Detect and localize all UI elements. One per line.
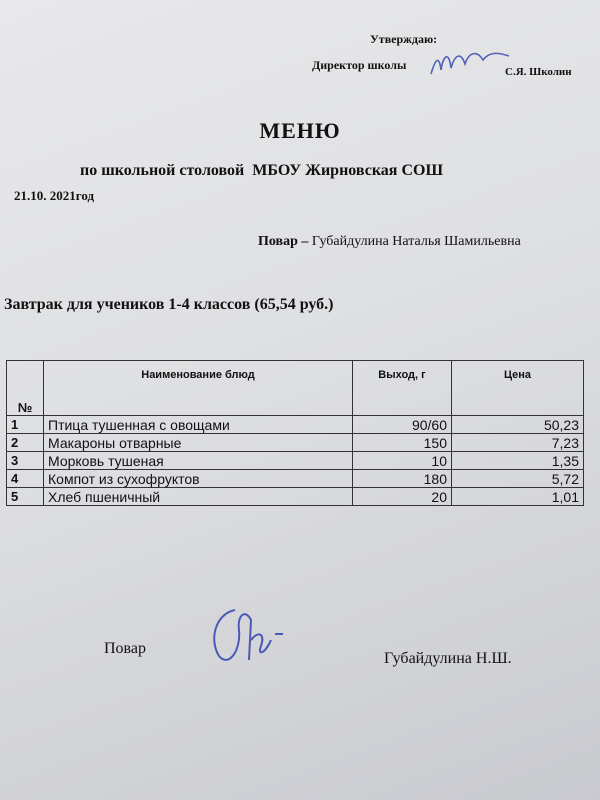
row-dish: Птица тушенная с овощами [44, 416, 353, 434]
row-num: 4 [7, 470, 44, 488]
row-dish: Хлеб пшеничный [44, 488, 353, 506]
menu-table [6, 360, 584, 506]
row-output: 180 [353, 470, 452, 488]
row-num: 1 [7, 416, 44, 434]
table-row [7, 416, 584, 434]
row-price: 5,72 [452, 470, 584, 488]
cook-fullname: Губайдулина Наталья Шамильевна [311, 234, 521, 249]
row-price: 50,23 [452, 416, 584, 434]
director-name: С.Я. Школин [505, 66, 572, 78]
footer-name: Губайдулина Н.Ш. [384, 650, 512, 667]
row-output: 150 [353, 434, 452, 452]
row-dish: Макароны отварные [44, 434, 353, 452]
header-price: Цена [452, 361, 584, 416]
header-output: Выход, г [353, 361, 452, 416]
table-row [7, 434, 584, 452]
cook-label: Повар – [258, 234, 309, 249]
footer-role: Повар [104, 640, 146, 657]
row-dish: Компот из сухофруктов [44, 470, 353, 488]
row-price: 1,01 [452, 488, 584, 506]
approval-label: Утверждаю: [370, 32, 438, 46]
row-price: 7,23 [452, 434, 584, 452]
row-output: 10 [353, 452, 452, 470]
cook-signature [205, 600, 295, 670]
school-name: МБОУ Жирновская СОШ [252, 162, 444, 179]
row-num: 2 [7, 434, 44, 452]
header-dish-name: Наименование блюд [44, 361, 353, 416]
table-row [7, 470, 584, 488]
cook-line [258, 234, 521, 250]
menu-date: 21.10. 2021год [14, 188, 95, 203]
row-output: 20 [353, 488, 452, 506]
row-num: 5 [7, 488, 44, 506]
table-row [7, 452, 584, 470]
menu-title: МЕНЮ [259, 118, 341, 143]
table-header-row [7, 361, 584, 416]
header-num: № [7, 361, 44, 416]
row-num: 3 [7, 452, 44, 470]
row-output: 90/60 [353, 416, 452, 434]
row-price: 1,35 [452, 452, 584, 470]
menu-subtitle [80, 162, 443, 180]
row-dish: Морковь тушеная [44, 452, 353, 470]
director-signature [425, 40, 515, 80]
director-label: Директор школы [312, 58, 407, 72]
subtitle-prefix: по школьной столовой [80, 162, 245, 179]
meal-heading: Завтрак для учеников 1-4 классов (65,54 руб.) [4, 296, 334, 313]
table-row [7, 488, 584, 506]
